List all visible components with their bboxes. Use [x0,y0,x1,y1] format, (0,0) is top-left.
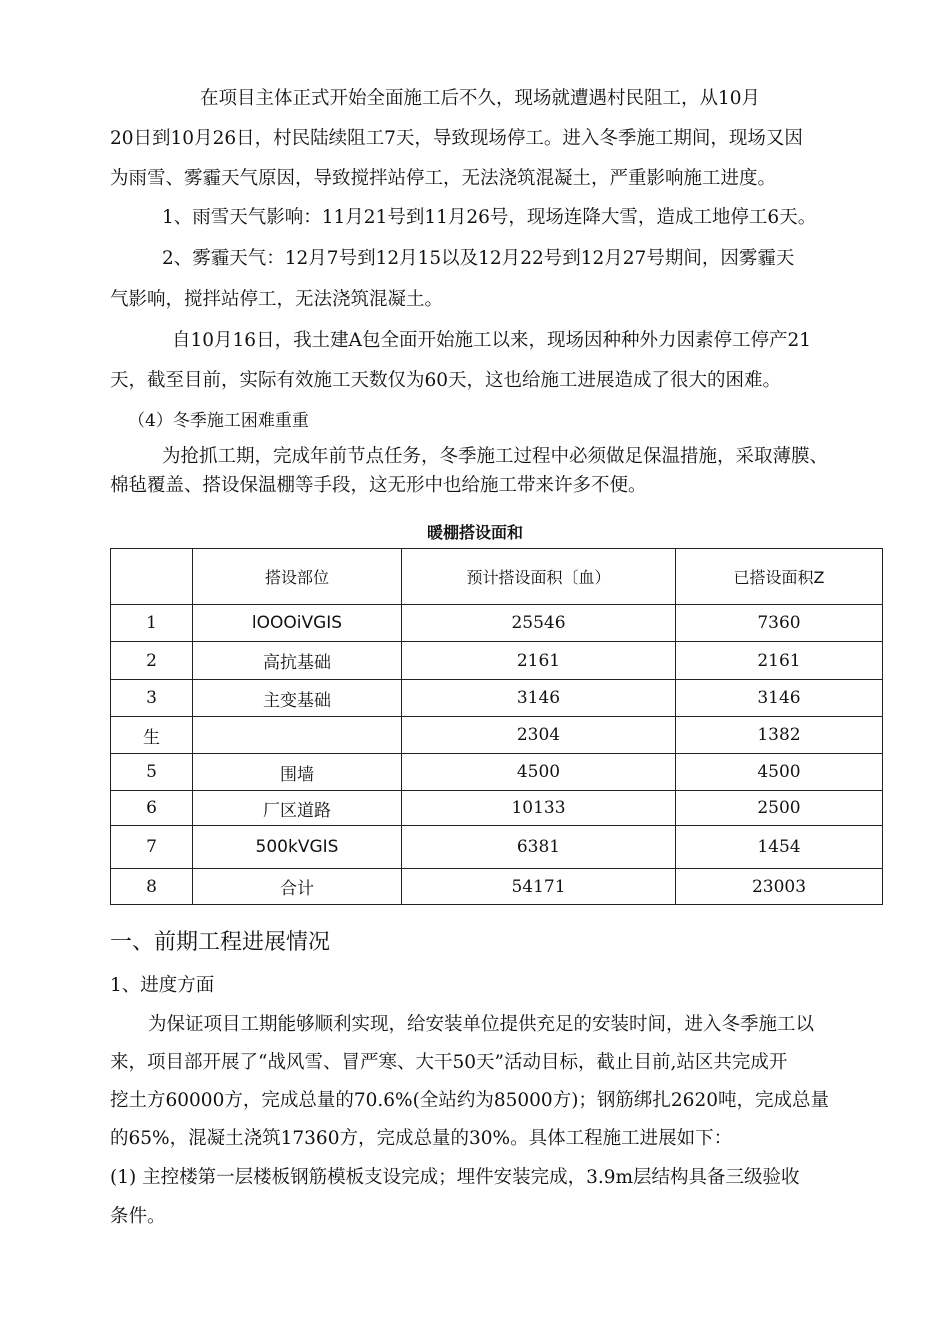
table-row [111,826,883,869]
table-caption: 暖棚搭设面和 [426,523,523,542]
paragraph-line: 来，项目部开展了“战风雪、冒严寒、大干50天”活动目标，截止目前,站区共完成开 [110,1052,788,1073]
built-area-cell: 7360 [676,605,883,642]
section-heading: 一、前期工程进展情况 [110,930,331,955]
header-cell: 搭设部位 [193,549,402,605]
table-row [111,680,883,717]
built-area-cell: 3146 [676,680,883,717]
paragraph-line: (1) 主控楼第一层楼板钢筋模板支设完成；埋件安装完成，3.9m层结构具备三级验收 [110,1167,800,1188]
location-cell: 高抗基础 [193,642,402,680]
table-row [111,642,883,680]
table-row [111,754,883,791]
built-area-cell: 4500 [676,754,883,791]
paragraph-line: 天，截至目前，实际有效施工天数仅为60天，这也给施工进展造成了很大的困难。 [110,370,782,391]
table-row [111,869,883,905]
paragraph-line: 为抢抓工期，完成年前节点任务，冬季施工过程中必须做足保温措施，采取薄膜、 [162,446,829,467]
row-index: 6 [111,791,193,826]
location-cell: 合计 [193,869,402,905]
paragraph-line: 2、雾霾天气：12月7号到12月15以及12月22号到12月27号期间，因雾霾天 [162,248,795,269]
location-cell [193,717,402,754]
paragraph-line: 的65%，混凝土浇筑17360方，完成总量的30%。具体工程施工进展如下： [110,1128,733,1149]
planned-area-cell: 2161 [402,642,676,680]
row-index: 1 [111,605,193,642]
built-area-cell: 1454 [676,826,883,869]
planned-area-cell: 2304 [402,717,676,754]
location-cell: 厂区道路 [193,791,402,826]
planned-area-cell: 10133 [402,791,676,826]
planned-area-cell: 6381 [402,826,676,869]
table-header-row [111,549,883,605]
location-cell: 围墙 [193,754,402,791]
subsection-title: （4）冬季施工困难重重 [128,411,309,431]
paragraph-line: 条件。 [110,1206,166,1227]
location-cell: 500kVGIS [193,826,402,869]
location-cell: lOOOiVGIS [193,605,402,642]
table-row [111,791,883,826]
subsection-title: 1、进度方面 [110,975,215,996]
paragraph-line: 为雨雪、雾霾天气原因，导致搅拌站停工，无法浇筑混凝土，严重影响施工进度。 [110,168,777,189]
paragraph-line: 在项目主体正式开始全面施工后不久，现场就遭遇村民阻工，从10月 [200,88,761,109]
built-area-cell: 2161 [676,642,883,680]
row-index: 8 [111,869,193,905]
row-index: 5 [111,754,193,791]
paragraph-line: 1、雨雪天气影响：11月21号到11月26号，现场连降大雪，造成工地停工6天。 [162,207,817,228]
row-index: 生 [111,717,193,754]
built-area-cell: 1382 [676,717,883,754]
built-area-cell: 2500 [676,791,883,826]
header-cell: 已搭设面积Z [676,549,883,605]
table-row [111,717,883,754]
planned-area-cell: 54171 [402,869,676,905]
row-index: 7 [111,826,193,869]
built-area-cell: 23003 [676,869,883,905]
paragraph-line: 为保证项目工期能够顺利实现，给安装单位提供充足的安装时间，进入冬季施工以 [148,1014,815,1035]
row-index: 3 [111,680,193,717]
planned-area-cell: 25546 [402,605,676,642]
planned-area-cell: 3146 [402,680,676,717]
paragraph-line: 气影响，搅拌站停工，无法浇筑混凝土。 [110,289,444,310]
greenhouse-area-table [110,548,883,905]
location-cell: 主变基础 [193,680,402,717]
planned-area-cell: 4500 [402,754,676,791]
paragraph-line: 20日到10月26日，村民陆续阻工7天，导致现场停工。进入冬季施工期间，现场又因 [110,128,803,149]
row-index: 2 [111,642,193,680]
paragraph-line: 棉毡覆盖、搭设保温棚等手段，这无形中也给施工带来许多不便。 [110,475,647,496]
paragraph-line: 自10月16日，我土建A包全面开始施工以来，现场因种种外力因素停工停产21 [172,330,811,351]
table-row [111,605,883,642]
header-cell: 预计搭设面积〔血） [402,549,676,605]
header-cell [111,549,193,605]
paragraph-line: 挖土方60000方，完成总量的70.6%(全站约为85000方)；钢筋绑扎2620吨，完成总量 [110,1090,829,1111]
